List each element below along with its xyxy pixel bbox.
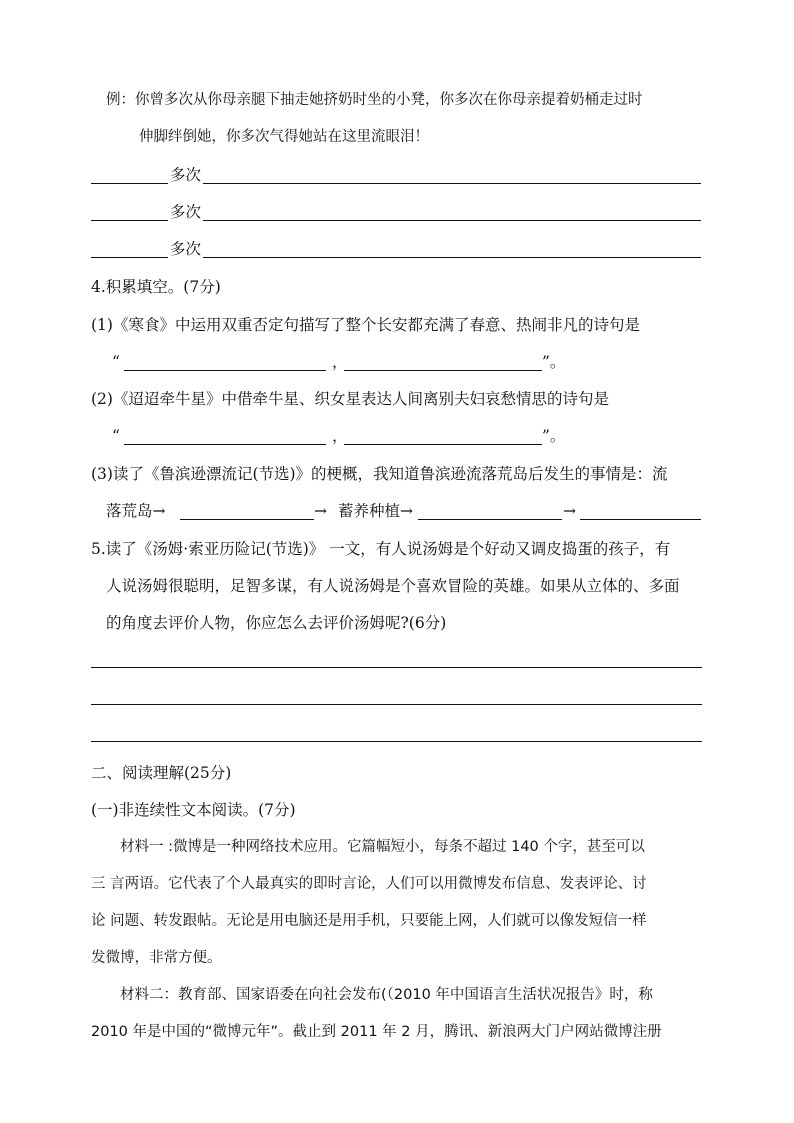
- q5-line-1: 5.读了《汤姆·索亚历险记(节选)》 一文，有人说汤姆是个好动又调皮捣蛋的孩子，有: [91, 540, 671, 558]
- q4-heading: 4.积累填空。(7分): [91, 278, 221, 296]
- fill-blank[interactable]: [91, 183, 168, 184]
- answer-blank[interactable]: [580, 519, 701, 520]
- fill-blank[interactable]: [203, 220, 701, 221]
- comma: ，: [332, 353, 348, 371]
- q5-line-2: 人说汤姆很聪明，足智多谋，有人说汤姆是个喜欢冒险的英雄。如果从立体的、多面: [106, 577, 680, 595]
- fill-blank[interactable]: [91, 257, 168, 258]
- sequence-middle: 蓄养种植→: [338, 502, 413, 520]
- fill-blank[interactable]: [203, 257, 701, 258]
- open-quote: “: [112, 353, 120, 371]
- answer-line[interactable]: [91, 667, 702, 668]
- material-1-line-1: 材料一 :微博是一种网络技术应用。它篇幅短小，每条不超过 140 个字，甚至可以: [120, 839, 645, 855]
- q4-part2-prompt: (2)《迢迢牵牛星》中借牵牛星、织女星表达人间离别夫妇哀愁情思的诗句是: [91, 390, 609, 408]
- fill-row-1: [91, 164, 701, 186]
- arrow: →: [314, 502, 327, 520]
- fill-blank[interactable]: [203, 183, 701, 184]
- open-quote: “: [112, 427, 120, 445]
- answer-blank[interactable]: [124, 444, 326, 445]
- q4-part1-prompt: (1)《寒食》中运用双重否定句描写了整个长安都充满了春意、热闹非凡的诗句是: [91, 316, 640, 334]
- answer-blank[interactable]: [344, 370, 542, 371]
- example-line-1: 例：你曾多次从你母亲腿下抽走她挤奶时坐的小凳，你多次在你母亲提着奶桶走过时: [106, 92, 643, 108]
- q4-part2-answer-line: [112, 425, 572, 447]
- sequence-start: 落荒岛→: [106, 502, 166, 520]
- material-1-line-4: 发微博，非常方便。: [91, 950, 222, 966]
- q4-part3-prompt: (3)读了《鲁滨逊漂流记(节选)》的梗概，我知道鲁滨逊流落荒岛后发生的事情是：流: [91, 465, 668, 483]
- answer-line[interactable]: [91, 704, 702, 705]
- close-quote: ”。: [542, 427, 566, 445]
- answer-blank[interactable]: [344, 444, 542, 445]
- fill-row-2: [91, 201, 701, 223]
- q4-part1-answer-line: [112, 351, 572, 373]
- fill-row-label: 多次: [170, 166, 202, 184]
- answer-line[interactable]: [91, 741, 702, 742]
- answer-blank[interactable]: [180, 519, 314, 520]
- arrow: →: [563, 502, 576, 520]
- comma: ，: [332, 427, 348, 445]
- answer-blank[interactable]: [124, 370, 326, 371]
- q4-part3-sequence: [106, 500, 706, 522]
- material-1-line-2: 三 言两语。它代表了个人最真实的即时言论，人们可以用微博发布信息、发表评论、讨: [91, 876, 647, 892]
- material-1-line-3: 论 问题、转发跟帖。无论是用电脑还是用手机，只要能上网，人们就可以像发短信一样: [91, 913, 647, 929]
- material-2-line-1: 材料二：教育部、国家语委在向社会发布(（2010 年中国语言生活状况报告》时，称: [120, 987, 653, 1003]
- section-2-subheading: (一)非连续性文本阅读。(7分): [91, 801, 296, 819]
- material-2-line-2: 2010 年是中国的“微博元年”。截止到 2011 年 2 月，腾讯、新浪两大门户网站微博注册: [91, 1024, 662, 1040]
- example-line-2: 伸脚绊倒她，你多次气得她站在这里流眼泪！: [139, 129, 429, 145]
- q5-line-3: 的角度去评价人物，你应怎么去评价汤姆呢?(6分): [106, 614, 447, 632]
- answer-blank[interactable]: [418, 519, 562, 520]
- section-2-heading: 二、阅读理解(25分): [91, 764, 232, 782]
- fill-blank[interactable]: [91, 220, 168, 221]
- close-quote: ”。: [542, 353, 566, 371]
- fill-row-label: 多次: [170, 203, 202, 221]
- fill-row-3: [91, 238, 701, 260]
- fill-row-label: 多次: [170, 240, 202, 258]
